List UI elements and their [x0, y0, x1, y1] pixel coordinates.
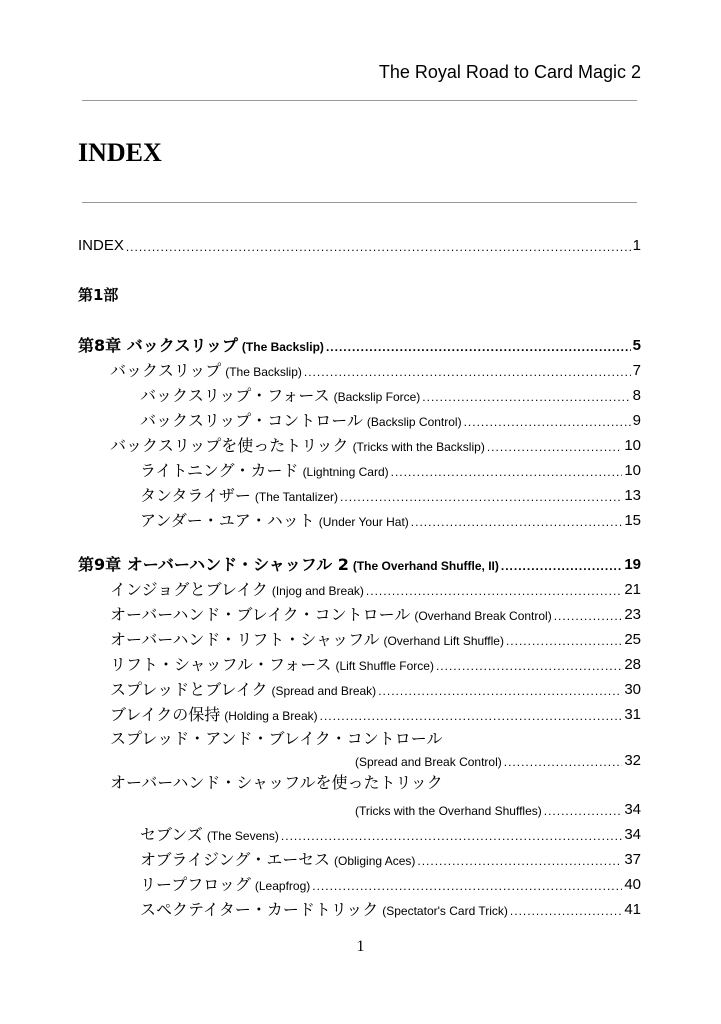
toc-entry-english-title: (Lightning Card)	[302, 465, 389, 479]
toc-entry-title: セブンズ	[140, 825, 203, 844]
toc-entry-english-title: (Lift Shuffle Force)	[335, 659, 434, 673]
toc-entry-english-title: INDEX	[78, 237, 124, 254]
toc-leader-dots	[281, 827, 622, 845]
toc-page-number: 31	[624, 706, 641, 723]
toc-entry[interactable]	[140, 821, 641, 845]
toc-entry-title: バックスリップ	[110, 361, 222, 380]
toc-entry[interactable]	[78, 232, 641, 256]
toc-entry-english-title: (Holding a Break)	[224, 709, 318, 723]
toc-leader-dots	[417, 852, 622, 870]
toc-entry-english-title: (Tricks with the Overhand Shuffles)	[355, 804, 542, 818]
toc-entry[interactable]	[140, 482, 641, 506]
toc-entry[interactable]	[140, 407, 641, 431]
toc-entry-english-title: (Spread and Break Control)	[355, 755, 502, 769]
toc-entry[interactable]	[355, 747, 641, 771]
toc-leader-dots	[411, 513, 623, 531]
toc-page-number: 34	[624, 826, 641, 843]
toc-page-number: 21	[624, 581, 641, 598]
toc-entry[interactable]	[110, 576, 641, 600]
toc-entry[interactable]	[140, 896, 641, 920]
toc-entry[interactable]	[355, 796, 641, 820]
toc-entry-title: バックスリップ・フォース	[140, 386, 330, 405]
toc-leader-dots	[501, 557, 622, 575]
toc-leader-dots	[340, 488, 622, 506]
top-divider	[82, 100, 637, 101]
toc-entry-english-title: (Under Your Hat)	[318, 515, 409, 529]
page-title: INDEX	[78, 138, 162, 167]
toc-entry-english-title: (Backslip Force)	[333, 390, 421, 404]
toc-page-number: 25	[624, 631, 641, 648]
toc-entry-title: 第9章 オーバーハンド・シャッフル 2	[78, 555, 349, 574]
toc-page-number: 28	[624, 656, 641, 673]
toc-entry-english-title: (The Overhand Shuffle, II)	[352, 559, 499, 573]
toc-page-number: 23	[624, 606, 641, 623]
title-divider	[82, 202, 637, 203]
toc-entry[interactable]	[140, 846, 641, 870]
toc-leader-dots	[436, 657, 622, 675]
toc-entry[interactable]	[78, 332, 641, 356]
toc-entry-title: ブレイクの保持	[110, 705, 221, 724]
toc-entry-english-title: (Spread and Break)	[271, 684, 377, 698]
toc-leader-dots	[510, 902, 622, 920]
toc-entry-title: 第8章 バックスリップ	[78, 336, 238, 355]
toc-entry-english-title: (Overhand Lift Shuffle)	[383, 634, 504, 648]
toc-entry-title: オブライジング・エーセス	[140, 850, 331, 869]
toc-entry-english-title: (Overhand Break Control)	[414, 609, 552, 623]
toc-entry[interactable]	[110, 601, 641, 625]
toc-page-number: 34	[624, 801, 641, 818]
toc-entry-title: ライトニング・カード	[140, 461, 299, 480]
toc-page-number: 19	[624, 556, 641, 573]
toc-entry-english-title: (Spectator's Card Trick)	[382, 904, 508, 918]
toc-entry-english-title: (Leapfrog)	[254, 879, 311, 893]
toc-entry[interactable]	[140, 871, 641, 895]
toc-entry-title: スプレッドとブレイク	[110, 680, 268, 699]
toc-entry-title: スペクテイター・カードトリック	[140, 900, 379, 919]
toc-leader-dots	[320, 707, 623, 725]
toc-leader-dots	[312, 877, 622, 895]
toc-page-number: 30	[624, 681, 641, 698]
toc-entry-title: リフト・シャッフル・フォース	[110, 655, 332, 674]
toc-entry[interactable]	[140, 507, 641, 531]
toc-page-number: 1	[632, 237, 641, 254]
toc-page-number: 37	[624, 851, 641, 868]
toc-leader-dots	[304, 363, 631, 381]
toc-entry[interactable]	[140, 382, 641, 406]
toc-leader-dots	[391, 463, 623, 481]
page-number: 1	[356, 938, 365, 955]
toc-entry[interactable]	[140, 457, 641, 481]
toc-entry[interactable]	[110, 357, 641, 381]
toc-leader-dots	[464, 413, 631, 431]
toc-entry-title: タンタライザー	[140, 486, 251, 505]
toc-page-number: 9	[632, 412, 641, 429]
toc-entry-title: アンダー・ユア・ハット	[140, 511, 315, 530]
book-title-header: The Royal Road to Card Magic 2	[378, 62, 641, 82]
toc-entry-english-title: (Injog and Break)	[271, 584, 364, 598]
toc-page-number: 8	[632, 387, 641, 404]
toc-entry[interactable]	[110, 432, 641, 456]
toc-entry[interactable]	[110, 701, 641, 725]
toc-page-number: 10	[624, 462, 641, 479]
toc-leader-dots	[487, 438, 623, 456]
toc-leader-dots	[326, 338, 631, 356]
toc-page-number: 40	[624, 876, 641, 893]
toc-entry[interactable]	[110, 626, 641, 650]
toc-entry-title: バックスリップ・コントロール	[140, 411, 363, 430]
toc-entry-title: バックスリップを使ったトリック	[110, 436, 349, 455]
toc-entry-english-title: (Tricks with the Backslip)	[352, 440, 485, 454]
toc-page-number: 7	[632, 362, 641, 379]
toc-entry-english-title: (The Tantalizer)	[254, 490, 339, 504]
toc-entry[interactable]	[110, 651, 641, 675]
toc-entry-title: インジョグとブレイク	[110, 580, 268, 599]
toc-leader-dots	[554, 607, 623, 625]
toc-entry-title: オーバーハンド・ブレイク・コントロール	[110, 605, 411, 624]
toc-leader-dots	[126, 238, 631, 256]
toc-entry-english-title: (Backslip Control)	[366, 415, 462, 429]
toc-leader-dots	[366, 582, 622, 600]
toc-page-number: 13	[624, 487, 641, 504]
toc-page-number: 5	[632, 337, 641, 354]
toc-entry-title-line: スプレッド・アンド・ブレイク・コントロール	[110, 729, 443, 748]
toc-leader-dots	[506, 632, 622, 650]
toc-entry-english-title: (Obliging Aces)	[334, 854, 416, 868]
toc-entry[interactable]	[110, 676, 641, 700]
toc-leader-dots	[422, 388, 630, 406]
toc-entry-title-line: オーバーハンド・シャッフルを使ったトリック	[110, 773, 443, 792]
toc-leader-dots	[378, 682, 622, 700]
toc-entry-title: リープフロッグ	[140, 875, 251, 894]
toc-page-number: 32	[624, 752, 641, 769]
toc-page-number: 10	[624, 437, 641, 454]
toc-entry-title: オーバーハンド・リフト・シャッフル	[110, 630, 380, 649]
toc-leader-dots	[504, 753, 623, 771]
toc-page-number: 15	[624, 512, 641, 529]
toc-entry-english-title: (The Backslip)	[241, 340, 324, 354]
toc-entry-english-title: (The Sevens)	[206, 829, 279, 843]
toc-leader-dots	[544, 802, 623, 820]
toc-entry[interactable]	[78, 551, 641, 575]
toc-section-heading: 第1部	[78, 286, 119, 304]
toc-entry-english-title: (The Backslip)	[225, 365, 302, 379]
toc-page-number: 41	[624, 901, 641, 918]
